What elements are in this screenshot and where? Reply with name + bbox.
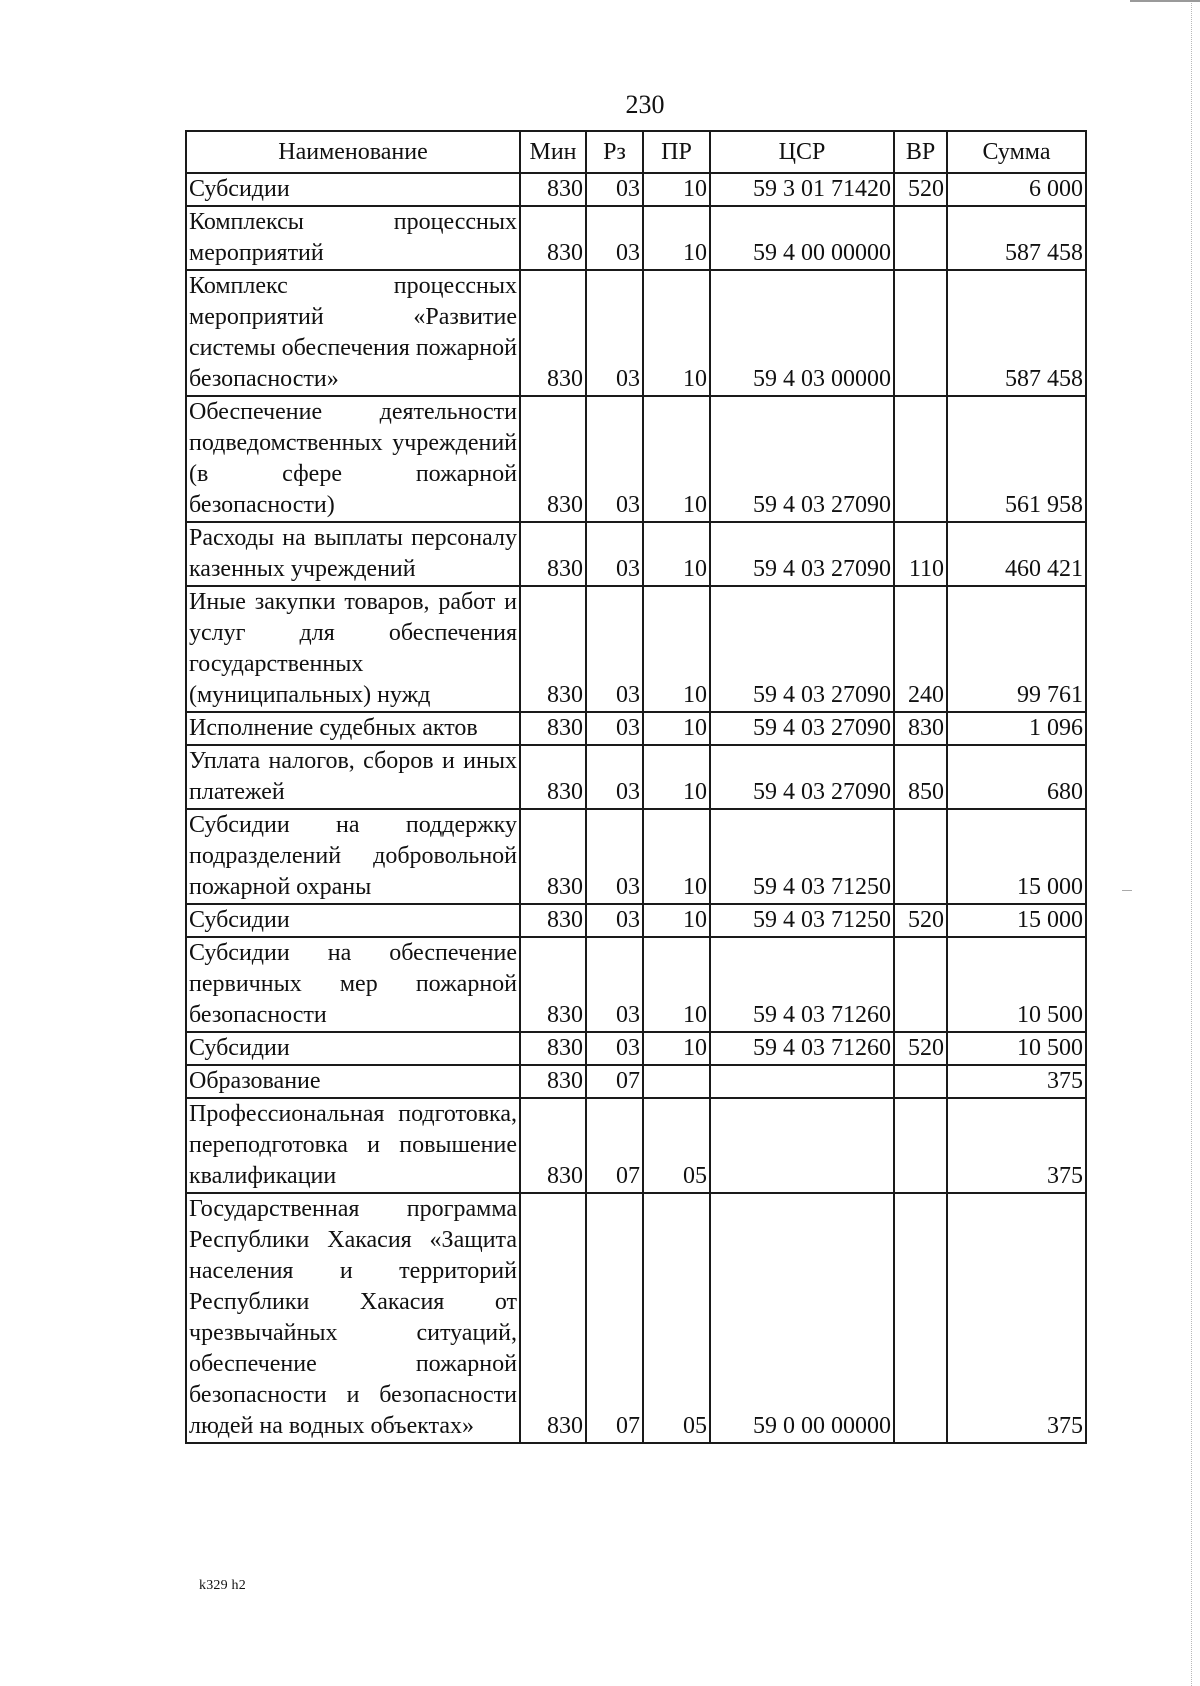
cell-rz: 03 xyxy=(586,206,643,270)
cell-pr: 10 xyxy=(643,206,710,270)
cell-csr: 59 4 03 27090 xyxy=(710,745,894,809)
cell-min: 830 xyxy=(520,937,586,1032)
table-row xyxy=(186,1065,1086,1098)
cell-vr xyxy=(894,396,947,522)
cell-min: 830 xyxy=(520,586,586,712)
cell-sum: 10 500 xyxy=(947,937,1086,1032)
cell-min: 830 xyxy=(520,1193,586,1443)
table-body xyxy=(186,173,1086,1443)
cell-csr: 59 3 01 71420 xyxy=(710,173,894,206)
cell-csr: 59 0 00 00000 xyxy=(710,1193,894,1443)
cell-sum: 375 xyxy=(947,1193,1086,1443)
cell-name: Образование xyxy=(186,1065,520,1098)
cell-csr: 59 4 03 00000 xyxy=(710,270,894,396)
cell-pr: 10 xyxy=(643,745,710,809)
header-sum: Сумма xyxy=(947,131,1086,173)
cell-min: 830 xyxy=(520,396,586,522)
cell-min: 830 xyxy=(520,1032,586,1065)
cell-name: Субсидии xyxy=(186,1032,520,1065)
cell-min: 830 xyxy=(520,173,586,206)
header-min: Мин xyxy=(520,131,586,173)
cell-name: Субсидии xyxy=(186,904,520,937)
scan-side-tick xyxy=(1122,890,1132,891)
cell-vr xyxy=(894,1193,947,1443)
cell-sum: 680 xyxy=(947,745,1086,809)
cell-csr: 59 4 03 27090 xyxy=(710,522,894,586)
header-vr: ВР xyxy=(894,131,947,173)
table-row xyxy=(186,937,1086,1032)
table-header xyxy=(186,131,1086,173)
cell-sum: 99 761 xyxy=(947,586,1086,712)
cell-pr: 10 xyxy=(643,173,710,206)
cell-min: 830 xyxy=(520,745,586,809)
cell-vr xyxy=(894,1065,947,1098)
cell-pr: 10 xyxy=(643,809,710,904)
cell-rz: 03 xyxy=(586,270,643,396)
cell-vr: 520 xyxy=(894,904,947,937)
cell-sum: 15 000 xyxy=(947,809,1086,904)
cell-sum: 10 500 xyxy=(947,1032,1086,1065)
cell-sum: 587 458 xyxy=(947,270,1086,396)
table-row xyxy=(186,270,1086,396)
cell-rz: 03 xyxy=(586,712,643,745)
cell-name: Расходы на выплаты персоналу казенных учреждений xyxy=(186,522,520,586)
header-rz: Рз xyxy=(586,131,643,173)
cell-rz: 07 xyxy=(586,1098,643,1193)
cell-name: Субсидии на поддержку подразделений добровольной пожарной охраны xyxy=(186,809,520,904)
cell-name: Комплекс процессных мероприятий «Развитие системы обеспечения пожарной безопасности» xyxy=(186,270,520,396)
cell-min: 830 xyxy=(520,522,586,586)
header-csr: ЦСР xyxy=(710,131,894,173)
cell-vr: 830 xyxy=(894,712,947,745)
header-row xyxy=(186,131,1086,173)
cell-csr: 59 4 03 71260 xyxy=(710,1032,894,1065)
page-number: 230 xyxy=(625,90,665,119)
cell-sum: 375 xyxy=(947,1065,1086,1098)
cell-pr: 10 xyxy=(643,270,710,396)
cell-rz: 03 xyxy=(586,904,643,937)
cell-sum: 460 421 xyxy=(947,522,1086,586)
cell-vr xyxy=(894,937,947,1032)
cell-rz: 03 xyxy=(586,522,643,586)
cell-vr: 520 xyxy=(894,1032,947,1065)
cell-csr: 59 4 03 27090 xyxy=(710,396,894,522)
cell-name: Обеспечение деятельности подведомственных учреждений (в сфере пожарной безопасности) xyxy=(186,396,520,522)
cell-sum: 375 xyxy=(947,1098,1086,1193)
table-row xyxy=(186,809,1086,904)
cell-min: 830 xyxy=(520,904,586,937)
table-row xyxy=(186,396,1086,522)
cell-csr xyxy=(710,1065,894,1098)
cell-pr: 10 xyxy=(643,586,710,712)
header-pr: ПР xyxy=(643,131,710,173)
cell-pr: 10 xyxy=(643,396,710,522)
cell-min: 830 xyxy=(520,809,586,904)
cell-csr xyxy=(710,1098,894,1193)
table-row xyxy=(186,173,1086,206)
cell-pr xyxy=(643,1065,710,1098)
cell-sum: 561 958 xyxy=(947,396,1086,522)
cell-rz: 07 xyxy=(586,1065,643,1098)
table-row xyxy=(186,206,1086,270)
cell-vr: 240 xyxy=(894,586,947,712)
cell-csr: 59 4 03 27090 xyxy=(710,712,894,745)
table-row xyxy=(186,586,1086,712)
cell-vr xyxy=(894,270,947,396)
table-row xyxy=(186,522,1086,586)
cell-name: Субсидии xyxy=(186,173,520,206)
scan-edge-mark xyxy=(1130,0,1200,2)
budget-table xyxy=(185,130,1087,1444)
scan-edge-line xyxy=(1191,0,1192,1686)
cell-csr: 59 4 03 27090 xyxy=(710,586,894,712)
cell-rz: 07 xyxy=(586,1193,643,1443)
cell-rz: 03 xyxy=(586,396,643,522)
cell-name: Государственная программа Республики Хакасия «Защита населения и территорий Республики Хакасия от чрезвычайных ситуаций, обеспечение пожарной безопасности и безопасности людей на водных объектах» xyxy=(186,1193,520,1443)
cell-min: 830 xyxy=(520,1098,586,1193)
cell-sum: 6 000 xyxy=(947,173,1086,206)
cell-sum: 1 096 xyxy=(947,712,1086,745)
cell-name: Субсидии на обеспечение первичных мер пожарной безопасности xyxy=(186,937,520,1032)
cell-vr: 110 xyxy=(894,522,947,586)
cell-pr: 10 xyxy=(643,904,710,937)
cell-vr: 520 xyxy=(894,173,947,206)
cell-name: Профессиональная подготовка, переподготовка и повышение квалификации xyxy=(186,1098,520,1193)
cell-rz: 03 xyxy=(586,173,643,206)
footer-code: k329 h2 xyxy=(199,1578,246,1593)
cell-vr xyxy=(894,206,947,270)
cell-csr: 59 4 03 71250 xyxy=(710,904,894,937)
cell-min: 830 xyxy=(520,206,586,270)
table-row xyxy=(186,745,1086,809)
cell-sum: 587 458 xyxy=(947,206,1086,270)
cell-pr: 10 xyxy=(643,1032,710,1065)
cell-rz: 03 xyxy=(586,586,643,712)
cell-pr: 10 xyxy=(643,712,710,745)
cell-vr xyxy=(894,1098,947,1193)
cell-min: 830 xyxy=(520,1065,586,1098)
cell-csr: 59 4 03 71260 xyxy=(710,937,894,1032)
cell-pr: 10 xyxy=(643,937,710,1032)
cell-rz: 03 xyxy=(586,937,643,1032)
cell-pr: 05 xyxy=(643,1098,710,1193)
cell-sum: 15 000 xyxy=(947,904,1086,937)
cell-vr: 850 xyxy=(894,745,947,809)
header-name: Наименование xyxy=(186,131,520,173)
cell-pr: 10 xyxy=(643,522,710,586)
cell-min: 830 xyxy=(520,712,586,745)
table-row xyxy=(186,1032,1086,1065)
cell-name: Иные закупки товаров, работ и услуг для обеспечения государственных (муниципальных) нужд xyxy=(186,586,520,712)
cell-rz: 03 xyxy=(586,809,643,904)
cell-name: Уплата налогов, сборов и иных платежей xyxy=(186,745,520,809)
cell-name: Комплексы процессных мероприятий xyxy=(186,206,520,270)
table-row xyxy=(186,1098,1086,1193)
table-row xyxy=(186,904,1086,937)
cell-vr xyxy=(894,809,947,904)
cell-csr: 59 4 00 00000 xyxy=(710,206,894,270)
cell-name: Исполнение судебных актов xyxy=(186,712,520,745)
cell-rz: 03 xyxy=(586,745,643,809)
cell-min: 830 xyxy=(520,270,586,396)
cell-csr: 59 4 03 71250 xyxy=(710,809,894,904)
table-row xyxy=(186,1193,1086,1443)
cell-rz: 03 xyxy=(586,1032,643,1065)
table-row xyxy=(186,712,1086,745)
cell-pr: 05 xyxy=(643,1193,710,1443)
